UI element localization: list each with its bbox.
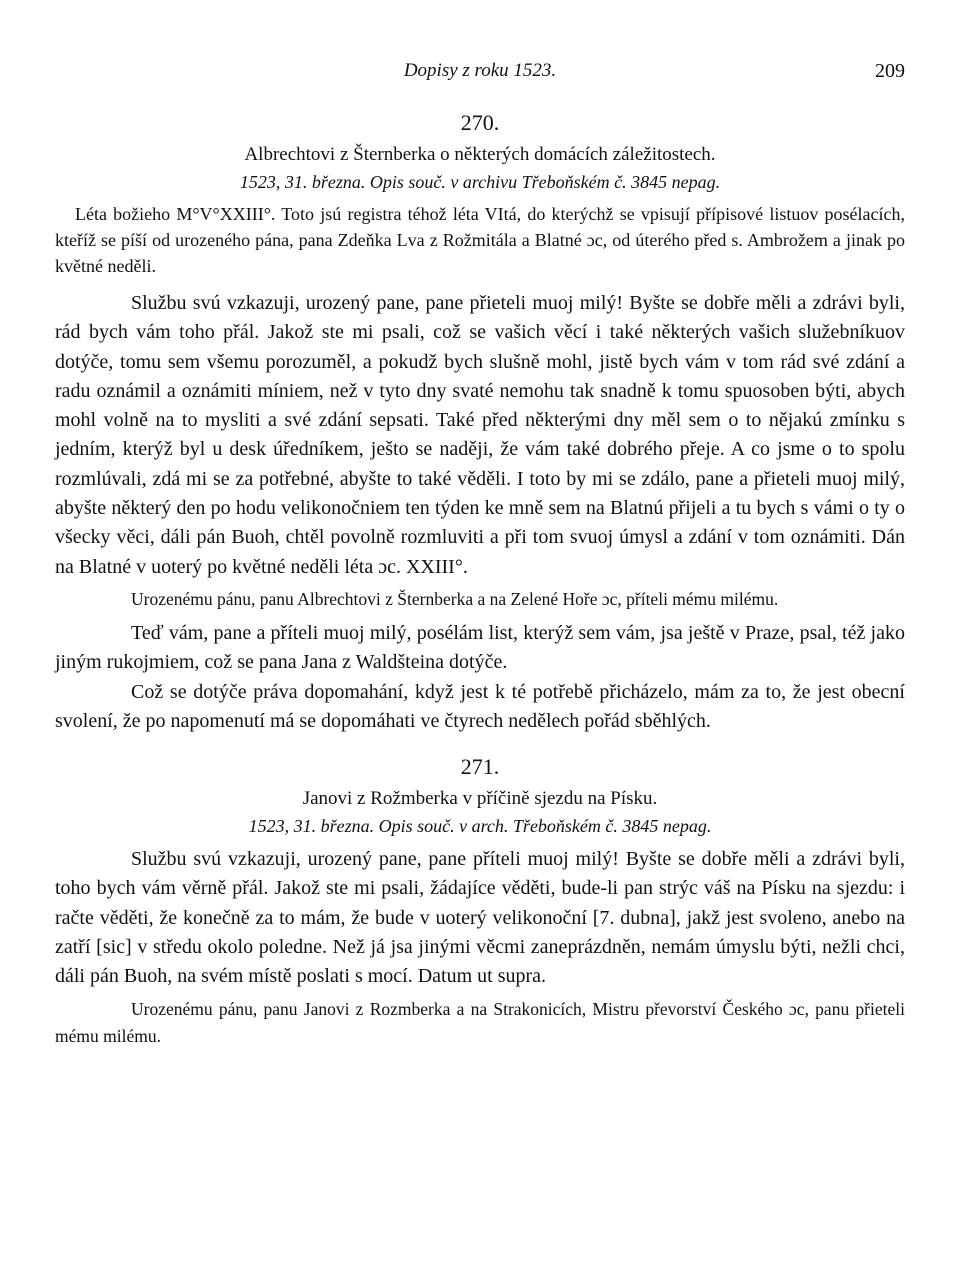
document-title: Janovi z Rožmberka v příčině sjezdu na Písku. <box>302 788 658 810</box>
document-preface: Léta božieho M°V°XXIII°. Toto jsú registra téhož léta VItá, do kterýchž se vpisují přípisové listuov posélacích, kteříž se píší od urozeného pána, pana Zdeňka Lva z Rožmitála a Blatné ɔc, od úterého před s. Ambrožem a jinak po květné neděli. <box>55 204 905 276</box>
letter-body: Službu svú vzkazuji, urozený pane, pane přieteli muoj milý! Byšte se dobře měli a zdrávi byli, rád bych vám toho přál. Jakož ste mi psali, což se vašich věcí i také některých vašich služebníkuov dotýče, tomu sem všemu porozuměl, a pokudž bych slušně mohl, jistě bych vám v tom rád své zdání a radu oznámil a oznámiti míniem, než v tyto dny svaté nemohu tak snadně k tomu spuosoben býti, abych mohl volně na to mysliti a své zdání sepsati. Také před některými dny měl sem o to nějakú zmínku s jedním, kterýž byl u desk úředníkem, ješto se naději, že vám také dobrého přeje. A co jsme o to spolu rozmlúvali, zdá mi se za potřebné, abyšte to také věděli. I toto by mi se zdálo, pane a přieteli muoj milý, abyšte některý den po hodu velikonočniem ten týden ke mně sem na Blatnú přijeli a tu bych s vámi o ty o všecky věci, dáli pán Buoh, chtěl povolně rozmluviti a při tom svuoj úmysl a zdání v tom oznámiti. Dán na Blatné v uoterý po květné neděli léta ɔc. XXIII°. <box>55 292 905 578</box>
running-head <box>55 56 905 88</box>
document-270 <box>55 110 905 736</box>
letter-address: Urozenému pánu, panu Janovi z Rozmberka a na Strakonicích, Mistru převorství Českého ɔc, panu přieteli mému milému. <box>55 998 905 1046</box>
document-number: 270. <box>460 110 500 135</box>
document-number: 271. <box>460 754 500 780</box>
running-title: Dopisy z roku 1523. <box>403 60 557 81</box>
page-number: 209 <box>875 60 905 82</box>
document-title: Albrechtovi z Šternberka o některých domácích záležitostech. <box>244 144 716 165</box>
document-source: 1523, 31. března. Opis souč. v arch. Třeboňském č. 3845 nepag. <box>248 816 712 837</box>
document-271 <box>55 754 905 1049</box>
postscript-paragraph: Teď vám, pane a příteli muoj milý, posélám list, kterýž sem vám, jsa ještě v Praze, psal, též jako jiným rukojmiem, což se pana Jana z Waldšteina dotýče. <box>55 621 905 674</box>
book-page <box>55 56 905 1056</box>
document-source: 1523, 31. března. Opis souč. v archivu Třeboňském č. 3845 nepag. <box>239 172 721 192</box>
letter-address: Urozenému pánu, panu Albrechtovi z Šternberka a na Zelené Hoře ɔc, příteli mému milému. <box>131 588 779 609</box>
letter-body: Službu svú vzkazuji, urozený pane, pane příteli muoj milý! Byšte se dobře měli a zdrávi byli, toho bych vám věrně přál. Jakož ste mi psali, žádajíce věděti, bude-li pan strýc váš na Písku na sjezdu: i račte věděti, že konečně za to mám, že bude v uoterý velikonoční [7. dubna], jakž jest svoleno, anebo na zatří [sic] v středu okolo poledne. Než já jsa jinými věcmi zaneprázdněn, nemám úmyslu býti, nežli chci, dáli pán Buoh, na svém místě poslati s mocí. Datum ut supra. <box>55 848 905 988</box>
postscript-paragraph: Což se dotýče práva dopomahání, když jest k té potřebě přicházelo, mám za to, že jest obecní svolení, že po napomenutí má se dopomáhati ve čtyrech nedělech pořád sběhlých. <box>55 680 905 732</box>
